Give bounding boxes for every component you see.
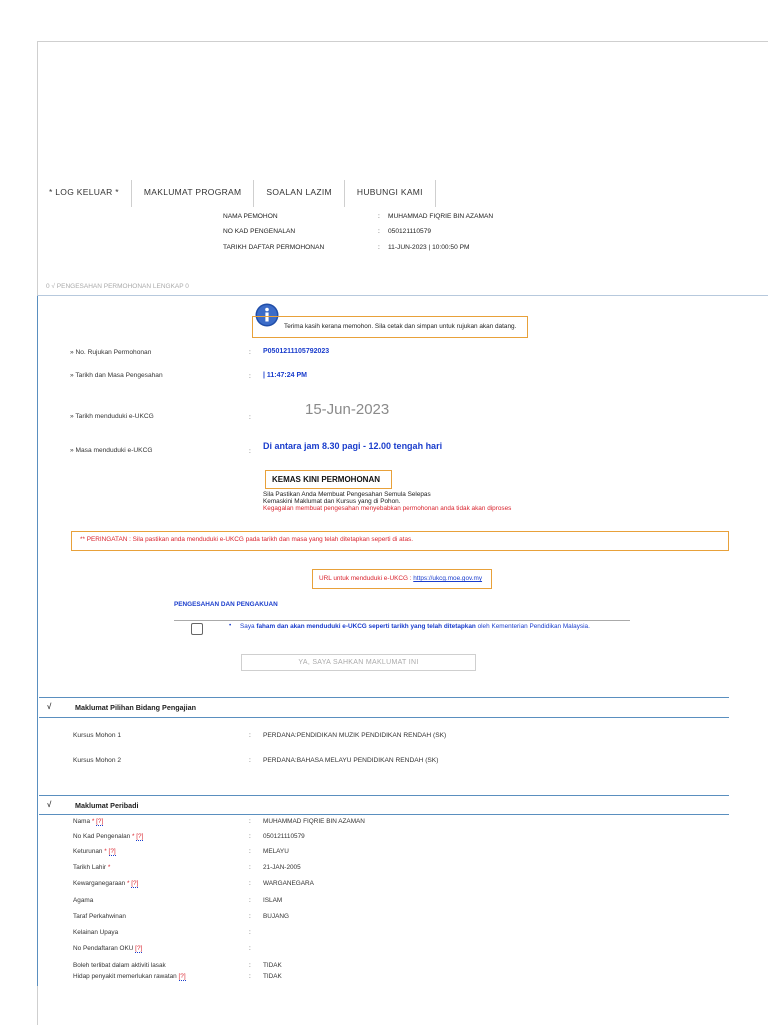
required-marker: * xyxy=(102,848,107,855)
course1-value: PERDANA:PENDIDIKAN MUZIK PENDIDIKAN RENDAH (SK) xyxy=(263,732,447,739)
status-divider xyxy=(37,295,768,296)
personal-row-label-text: No Pendaftaran OKU xyxy=(73,945,134,952)
required-marker: * xyxy=(106,864,111,871)
personal-row-label-text: Tarikh Lahir xyxy=(73,864,107,871)
personal-row-label-text: Agama xyxy=(73,897,94,904)
personal-row-label-text: Taraf Perkahwinan xyxy=(73,913,126,920)
personal-row-label xyxy=(73,848,116,855)
personal-row-sep: : xyxy=(249,864,251,871)
content-left-border xyxy=(37,296,38,986)
personal-row-sep: : xyxy=(249,929,251,936)
ref-label: » No. Rujukan Permohonan xyxy=(70,349,152,356)
personal-section-title: Maklumat Peribadi xyxy=(75,801,139,810)
personal-row-sep: : xyxy=(249,818,251,825)
notice-text: Terima kasih kerana memohon. Sila cetak dan simpan untuk rujukan akan datang. xyxy=(284,323,517,330)
personal-row-value: 050121110579 xyxy=(263,833,305,840)
applicant-ic-value: 050121110579 xyxy=(388,228,432,235)
confirm-time-value: | 11:47:24 PM xyxy=(263,372,307,379)
url-box xyxy=(312,569,492,589)
personal-row-label xyxy=(73,833,143,840)
personal-row-label xyxy=(73,973,186,980)
exam-time-value: Di antara jam 8.30 pagi - 12.00 tengah hari xyxy=(263,441,443,451)
personal-row-sep: : xyxy=(249,962,251,969)
personal-row-value: BUJANG xyxy=(263,913,289,920)
exam-date-label: » Tarikh menduduki e-UKCG xyxy=(70,413,154,420)
help-link[interactable]: [?] xyxy=(96,818,104,825)
course2-sep: : xyxy=(249,757,251,764)
url-link[interactable]: https://ukcg.moe.gov.my xyxy=(413,575,483,582)
personal-row-label-text: No Kad Pengenalan xyxy=(73,833,131,840)
required-marker: * xyxy=(90,818,95,825)
required-marker: * xyxy=(125,880,130,887)
personal-row-label-text: Kelainan Upaya xyxy=(73,929,119,936)
personal-row-label-text: Kewarganegaraan xyxy=(73,880,126,887)
declaration-text-post: oleh Kementerian Pendidikan Malaysia. xyxy=(475,623,590,630)
course-section-title: Maklumat Pilihan Bidang Pengajian xyxy=(75,703,197,712)
exam-date-value: 15-Jun-2023 xyxy=(305,401,390,418)
help-link[interactable]: [?] xyxy=(136,833,144,840)
update-line1: Sila Pastikan Anda Membuat Pengesahan Semula Selepas xyxy=(263,491,431,498)
personal-row-label xyxy=(73,864,110,871)
exam-date-sep: : xyxy=(249,414,251,421)
personal-row-value: TIDAK xyxy=(263,973,282,980)
course-section-bottom-border xyxy=(39,717,729,718)
required-marker: * xyxy=(130,833,135,840)
course-section-top-border xyxy=(39,697,729,698)
declaration-bullet: • xyxy=(229,622,232,629)
confirm-button[interactable]: YA, SAYA SAHKAN MAKLUMAT INI xyxy=(241,654,476,671)
personal-section-check-icon: √ xyxy=(47,800,52,809)
personal-row-label xyxy=(73,913,126,920)
personal-row-value: ISLAM xyxy=(263,897,283,904)
reminder-box xyxy=(71,531,729,551)
personal-row-label-text: Boleh terlibat dalam aktiviti lasak xyxy=(73,962,166,969)
applicant-regdate-sep: : xyxy=(378,244,380,251)
declaration-text-bold: faham dan akan menduduki e-UKCG seperti tarikh yang telah ditetapkan xyxy=(256,623,476,630)
url-label: URL untuk menduduki e-UKCG : xyxy=(319,575,414,582)
personal-row-value: MUHAMMAD FIQRIE BIN AZAMAN xyxy=(263,818,365,825)
course2-label: Kursus Mohon 2 xyxy=(73,757,122,764)
personal-section-top-border xyxy=(39,795,729,796)
course1-sep: : xyxy=(249,732,251,739)
declaration-title: PENGESAHAN DAN PENGAKUAN xyxy=(174,601,278,608)
personal-row-label-text: Keturunan xyxy=(73,848,103,855)
nav-logout[interactable]: * LOG KELUAR * xyxy=(37,180,132,207)
personal-row-label xyxy=(73,929,118,936)
help-link[interactable]: [?] xyxy=(135,945,143,952)
applicant-regdate-value: 11-JUN-2023 | 10:00:50 PM xyxy=(388,244,470,251)
personal-row-label-text: Hidap penyakit memerlukan rawatan xyxy=(73,973,177,980)
course1-label: Kursus Mohon 1 xyxy=(73,732,122,739)
applicant-name-value: MUHAMMAD FIQRIE BIN AZAMAN xyxy=(388,213,494,220)
course-section-check-icon: √ xyxy=(47,702,52,711)
ref-value: P0501211105792023 xyxy=(263,348,330,355)
main-nav xyxy=(37,180,436,204)
confirm-time-label: » Tarikh dan Masa Pengesahan xyxy=(70,372,163,379)
help-link[interactable]: [?] xyxy=(178,973,186,980)
confirm-time-sep: : xyxy=(249,373,251,380)
personal-row-label xyxy=(73,897,93,904)
personal-row-label xyxy=(73,962,166,969)
applicant-name-sep: : xyxy=(378,213,380,220)
nav-faq[interactable]: SOALAN LAZIM xyxy=(254,180,344,207)
applicant-name-label: NAMA PEMOHON xyxy=(223,213,278,220)
personal-row-sep: : xyxy=(249,945,251,952)
exam-time-sep: : xyxy=(249,448,251,455)
help-link[interactable]: [?] xyxy=(131,880,139,887)
personal-row-sep: : xyxy=(249,897,251,904)
personal-row-label-text: Nama xyxy=(73,818,91,825)
personal-row-sep: : xyxy=(249,913,251,920)
update-warning: Kegagalan membuat pengesahan menyebabkan permohonan anda tidak akan diproses xyxy=(263,505,512,512)
personal-section-bottom-border xyxy=(39,814,729,815)
personal-row-label xyxy=(73,945,142,952)
nav-program-info[interactable]: MAKLUMAT PROGRAM xyxy=(132,180,255,207)
update-line2: Kemaskini Maklumat dan Kursus yang di Pohon. xyxy=(263,498,401,505)
declaration-checkbox[interactable] xyxy=(191,623,203,635)
course2-value: PERDANA:BAHASA MELAYU PENDIDIKAN RENDAH (SK) xyxy=(263,757,439,764)
personal-row-sep: : xyxy=(249,848,251,855)
personal-row-label xyxy=(73,880,138,887)
personal-row-value: MELAYU xyxy=(263,848,289,855)
personal-row-value: WARGANEGARA xyxy=(263,880,314,887)
nav-contact[interactable]: HUBUNGI KAMI xyxy=(345,180,436,207)
declaration-divider xyxy=(174,620,630,621)
personal-row-sep: : xyxy=(249,973,251,980)
help-link[interactable]: [?] xyxy=(108,848,116,855)
status-header: 0 √ PENGESAHAN PERMOHONAN LENGKAP 0 xyxy=(46,283,189,290)
declaration-text xyxy=(240,623,590,630)
applicant-regdate-label: TARIKH DAFTAR PERMOHONAN xyxy=(223,244,325,251)
update-title[interactable]: KEMAS KINI PERMOHONAN xyxy=(272,475,381,484)
ref-sep: : xyxy=(249,349,251,356)
applicant-ic-sep: : xyxy=(378,228,380,235)
personal-row-label xyxy=(73,818,103,825)
personal-row-value: TIDAK xyxy=(263,962,282,969)
applicant-ic-label: NO KAD PENGENALAN xyxy=(223,228,296,235)
personal-row-value: 21-JAN-2005 xyxy=(263,864,301,871)
exam-time-label: » Masa menduduki e-UKCG xyxy=(70,447,153,454)
notice-box xyxy=(252,316,528,338)
personal-row-sep: : xyxy=(249,833,251,840)
declaration-text-pre: Saya xyxy=(240,623,257,630)
personal-row-sep: : xyxy=(249,880,251,887)
reminder-text: ** PERINGATAN : Sila pastikan anda menduduki e-UKCG pada tarikh dan masa yang telah ditetapkan seperti di atas. xyxy=(80,536,413,543)
update-title-box[interactable] xyxy=(265,470,392,489)
